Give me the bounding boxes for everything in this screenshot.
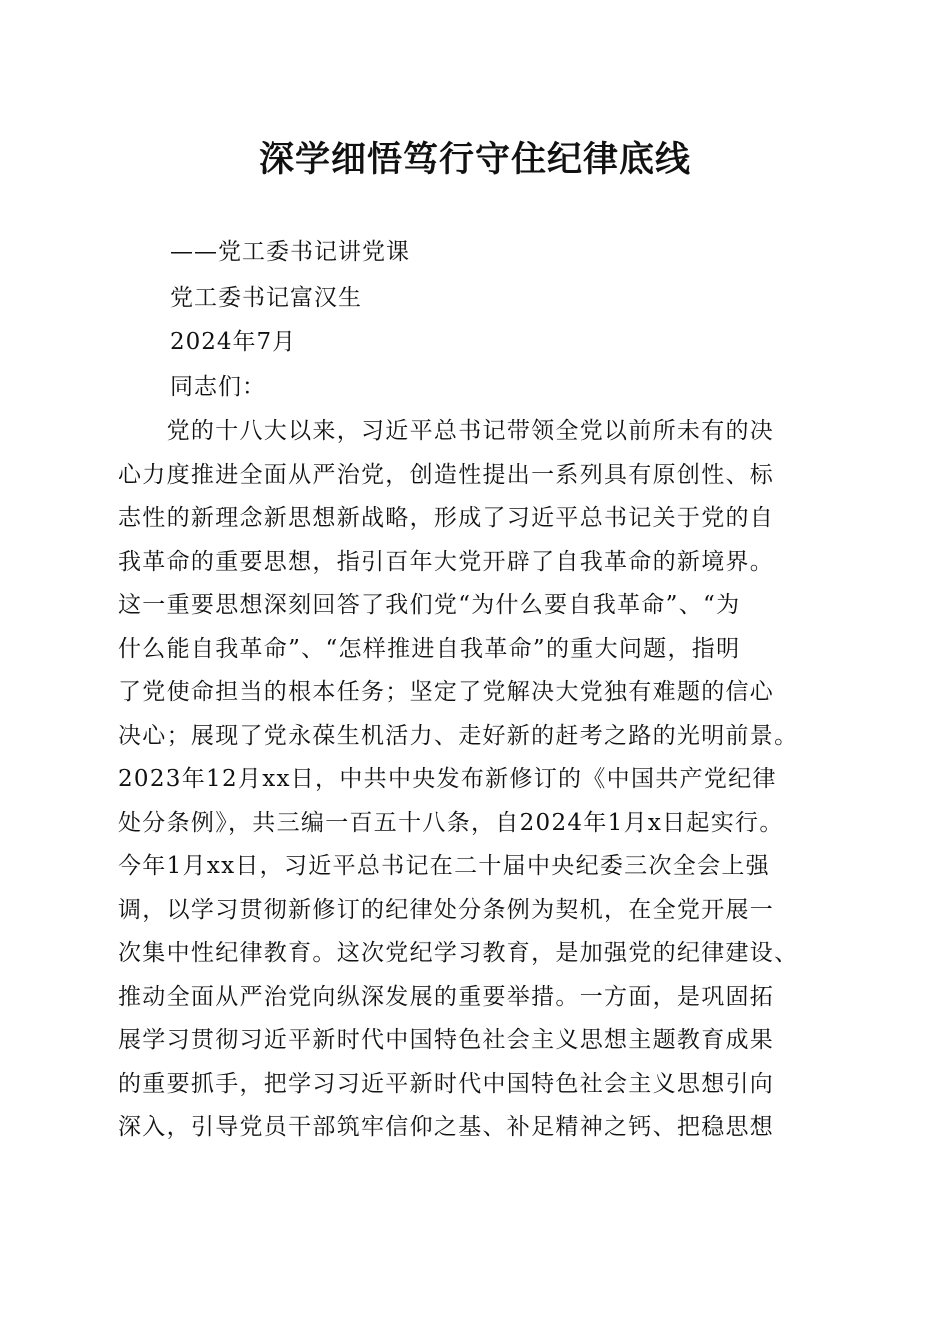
body-line: 什么能自我革命”、“怎样推进自我革命”的重大问题，指明: [118, 635, 741, 662]
document-subtitle: ——党工委书记讲党课: [170, 239, 410, 265]
document-title: 深学细悟笃行守住纪律底线: [258, 139, 691, 180]
body-line: 心力度推进全面从严治党，创造性提出一系列具有原创性、标: [118, 461, 775, 488]
body-line: 我革命的重要思想，指引百年大党开辟了自我革命的新境界。: [118, 548, 775, 575]
body-line: 2023年12月xx日，中共中央发布新修订的《中国共产党纪律: [118, 766, 777, 792]
body-line: 调，以学习贯彻新修订的纪律处分条例为契机，在全党开展一: [118, 896, 775, 923]
body-line: 了党使命担当的根本任务；坚定了党解决大党独有难题的信心: [118, 679, 775, 705]
document-body: [118, 410, 838, 1150]
document-salutation: 同志们：: [170, 374, 266, 400]
body-line: 的重要抓手，把学习习近平新时代中国特色社会主义思想引向: [118, 1070, 775, 1097]
body-line: 今年1月xx日，习近平总书记在二十届中央纪委三次全会上强: [118, 853, 770, 879]
body-line: 这一重要思想深刻回答了我们党“为什么要自我革命”、“为: [118, 592, 741, 618]
document-author: 党工委书记富汉生: [170, 285, 362, 311]
body-line: 次集中性纪律教育。这次党纪学习教育，是加强党的纪律建设、: [118, 940, 799, 966]
body-line: 展学习贯彻习近平新时代中国特色社会主义思想主题教育成果: [118, 1027, 775, 1053]
body-line: 决心；展现了党永葆生机活力、走好新的赶考之路的光明前景。: [118, 722, 799, 749]
document-date: 2024年7月: [170, 329, 297, 355]
body-line: 深入，引导党员干部筑牢信仰之基、补足精神之钙、把稳思想: [118, 1114, 775, 1140]
body-line: 推动全面从严治党向纵深发展的重要举措。一方面，是巩固拓: [118, 983, 775, 1010]
body-line: 处分条例》，共三编一百五十八条，自2024年1月x日起实行。: [118, 809, 784, 836]
body-line: 党的十八大以来，习近平总书记带领全党以前所未有的决: [118, 418, 775, 444]
body-line: 志性的新理念新思想新战略，形成了习近平总书记关于党的自: [118, 505, 775, 531]
